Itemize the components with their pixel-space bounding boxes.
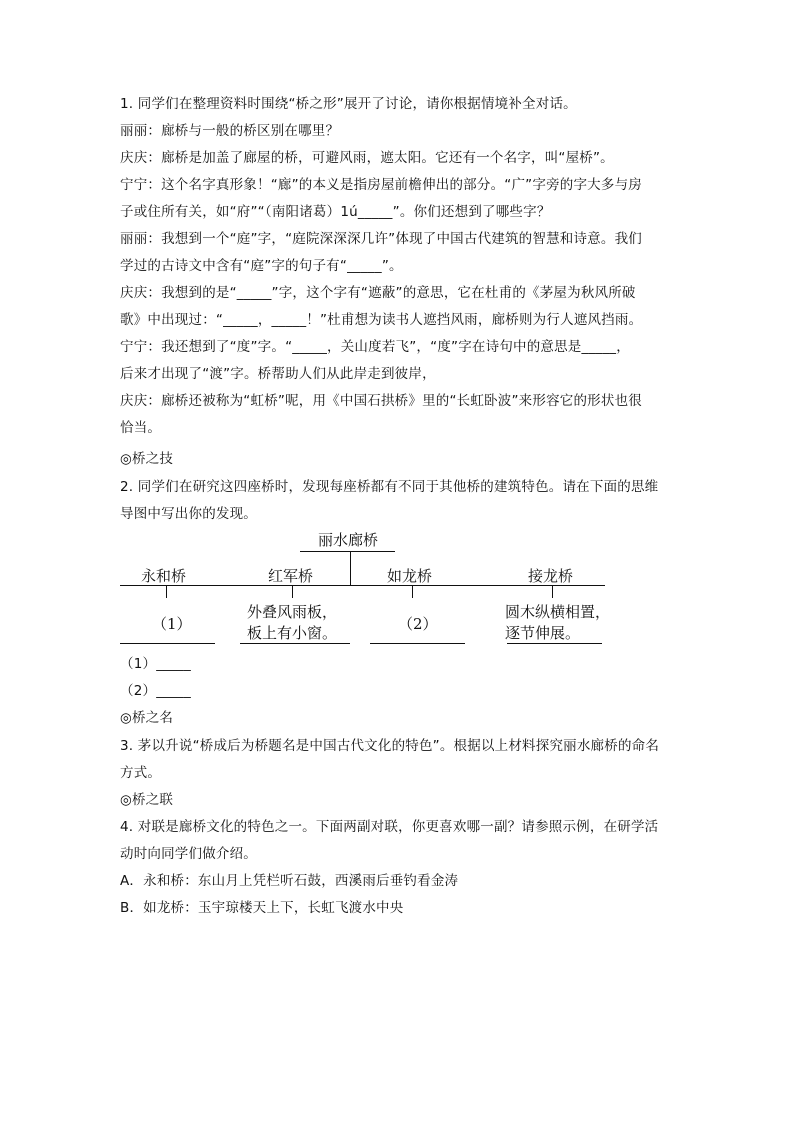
question-1: 1. 同学们在整理资料时围绕“桥之形”展开了讨论，请你根据情境补全对话。: [120, 96, 577, 112]
couplet-option-b: B．如龙桥：玉宇琼楼天上下，长虹飞渡水中央: [120, 900, 404, 916]
dialogue-line: 恰当。: [120, 420, 162, 436]
answer-line-2: [370, 643, 465, 644]
branch-tick: [412, 586, 413, 598]
root-connector: [350, 551, 351, 585]
dialogue-line: 宁宁：这个名字真形象！“廊”的本义是指房屋前檐伸出的部分。“广”字旁的字大多与房: [120, 177, 642, 193]
main-branch-line: [120, 585, 605, 586]
answer-line-1: [120, 643, 215, 644]
bridge-label-hongjun: 红军桥: [268, 567, 314, 585]
dialogue-line: 庆庆：廊桥是加盖了廊屋的桥，可避风雨，遮太阳。它还有一个名字，叫“屋桥”。: [120, 150, 614, 166]
jielong-desc-line1: 圆木纵横相置，: [505, 603, 611, 621]
couplet-option-a: A．永和桥：东山月上凭栏听石鼓，西溪雨后垂钓看金涛: [120, 873, 459, 889]
dialogue-line: 歌》中出现过：“_____，_____！”杜甫想为读书人遮挡风雨，廊桥则为行人遮风挡雨。: [120, 312, 643, 328]
dialogue-line: 丽丽：我想到一个“庭”字，“庭院深深深几许”体现了中国古代建筑的智慧和诗意。我们: [120, 231, 642, 247]
answer-blank-1: （1）_____: [120, 656, 191, 672]
dialogue-line: 庆庆：廊桥还被称为“虹桥”呢，用《中国石拱桥》里的“长虹卧波”来形容它的形状也很: [120, 393, 642, 409]
question-3: 3. 茅以升说“桥成后为桥题名是中国古代文化的特色”。根据以上材料探究丽水廊桥的命名: [120, 738, 660, 754]
question-3-cont: 方式。: [120, 765, 162, 781]
section-heading: ◎桥之联: [120, 792, 174, 808]
question-4: 4. 对联是廊桥文化的特色之一。下面两副对联，你更喜欢哪一副？请参照示例，在研学活: [120, 819, 659, 835]
jielong-desc-line2: 逐节伸展。: [505, 624, 581, 642]
branch-tick: [552, 586, 553, 598]
jielong-underline: [507, 643, 602, 644]
mindmap-blank-2: （2）: [398, 615, 438, 633]
dialogue-line: 庆庆：我想到的是“_____”字，这个字有“遮蔽”的意思，它在杜甫的《茅屋为秋风所破: [120, 285, 636, 301]
bridge-label-rulong: 如龙桥: [387, 567, 433, 585]
section-heading: ◎桥之名: [120, 710, 174, 726]
hongjun-desc-line2: 板上有小窗。: [247, 624, 338, 642]
hongjun-desc-line1: 外叠风雨板，: [247, 603, 338, 621]
bridge-label-yonghe: 永和桥: [141, 567, 187, 585]
dialogue-line: 学过的古诗文中含有“庭”字的句子有“_____”。: [120, 258, 403, 274]
mindmap-blank-1: （1）: [152, 615, 192, 633]
dialogue-line: 子或住所有关，如“府”“（南阳诸葛）1ú_____”。你们还想到了哪些字？: [120, 204, 551, 220]
section-heading: ◎桥之技: [120, 451, 174, 467]
branch-tick: [292, 586, 293, 598]
question-2: 2. 同学们在研究这四座桥时，发现每座桥都有不同于其他桥的建筑特色。请在下面的思维: [120, 479, 659, 495]
root-underline: [300, 551, 395, 552]
mindmap-root: 丽水廊桥: [318, 531, 379, 549]
branch-tick: [166, 586, 167, 598]
bridge-label-jielong: 接龙桥: [528, 567, 574, 585]
dialogue-line: 宁宁：我还想到了“度”字。“_____，关山度若飞”，“度”字在诗句中的意思是_____，: [120, 339, 630, 355]
dialogue-line: 丽丽：廊桥与一般的桥区别在哪里？: [120, 123, 340, 139]
question-2-cont: 导图中写出你的发现。: [120, 506, 257, 522]
dialogue-line: 后来才出现了“渡”字。桥帮助人们从此岸走到彼岸，: [120, 366, 436, 382]
question-4-cont: 动时向同学们做介绍。: [120, 846, 257, 862]
hongjun-underline: [240, 643, 350, 644]
answer-blank-2: （2）_____: [120, 683, 191, 699]
